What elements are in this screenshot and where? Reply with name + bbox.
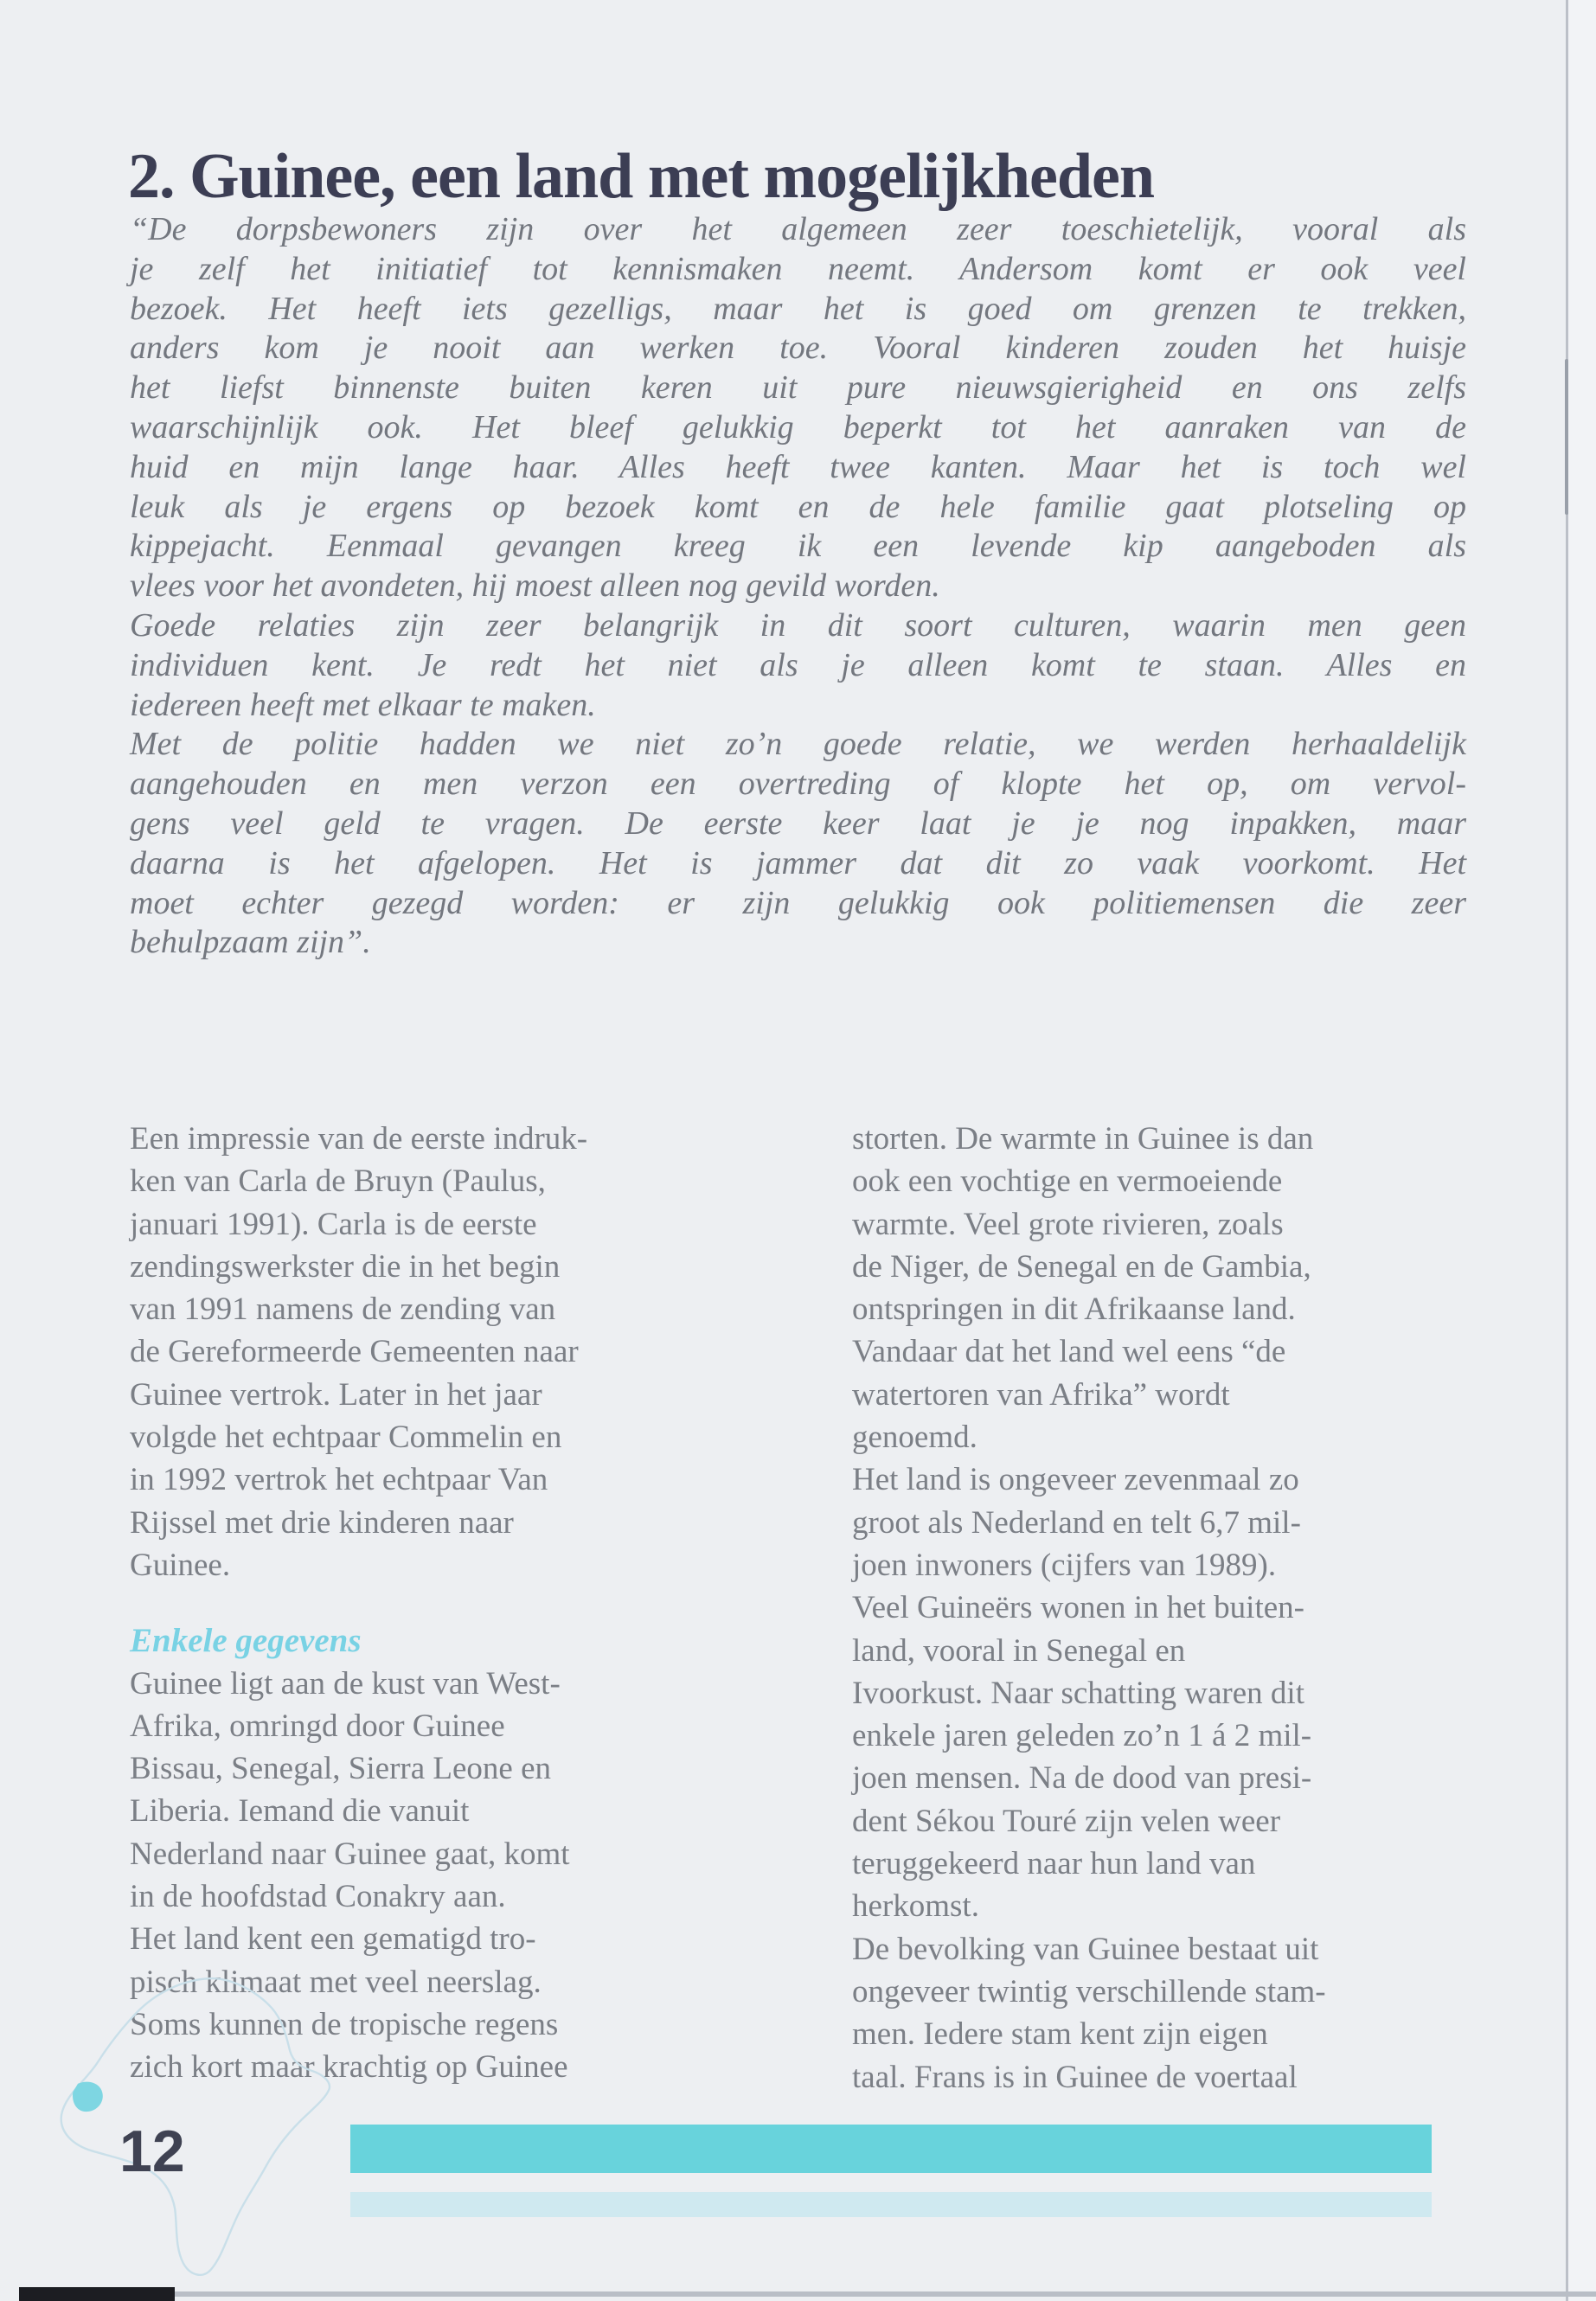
body-line: Het land is ongeveer zevenmaal zo [852,1462,1299,1498]
quote-line: iedereen heeft met elkaar te maken. [130,686,596,723]
body-line: Het land kent een gematigd tro- [130,1921,536,1958]
scan-artifact-bottom-line [173,2291,1596,2297]
quote-line: Goede relaties zijn zeer belangrijk in dit soort culturen, waarin men geen [130,606,1466,644]
body-line: groot als Nederland en telt 6,7 mil- [852,1504,1301,1541]
quote-line: het liefst binnenste buiten keren uit pure nieuwsgierigheid en ons zelfs [130,369,1466,407]
body-line: land, vooral in Senegal en [852,1632,1186,1669]
body-line: januari 1991). Carla is de eerste [130,1206,537,1242]
page-edge-line [1566,0,1568,2301]
body-line: pisch klimaat met veel neerslag. [130,1964,542,2000]
body-line: ken van Carla de Bruyn (Paulus, [130,1163,546,1200]
section-heading: Enkele gegevens [130,1622,362,1660]
body-line: Soms kunnen de tropische regens [130,2006,559,2042]
quote-line: waarschijnlijk ook. Het bleef gelukkig beperkt tot het aanraken van de [130,408,1466,445]
quote-line: individuen kent. Je redt het niet als je alleen komt te staan. Alles en [130,646,1466,683]
body-line: ook een vochtige en vermoeiende [852,1163,1283,1200]
quote-line: Met de politie hadden we niet zo’n goede relatie, we werden herhaaldelijk [130,726,1466,763]
body-line: Guinee vertrok. Later in het jaar [130,1376,542,1413]
quote-line: “De dorpsbewoners zijn over het algemeen zeer toeschietelijk, vooral als [130,211,1466,247]
left-column [130,1118,718,2089]
body-line: watertoren van Afrika” wordt [852,1376,1230,1413]
quote-line: kippejacht. Eenmaal gevangen kreeg ik een levende kip aangeboden als [130,528,1466,565]
page-number: 12 [119,2118,185,2184]
accent-bar-primary [350,2125,1432,2173]
quote-line: gens veel geld te vragen. De eerste keer laat je je nog inpakken, maar [130,804,1466,842]
body-line: Afrika, omringd door Guinee [130,1708,505,1744]
quote-line: aangehouden en men verzon een overtreding of klopte het op, om vervol- [130,766,1466,803]
quote-line: behulpzaam zijn”. [130,924,371,961]
body-line: in 1992 vertrok het echtpaar Van [130,1462,548,1498]
body-line: Veel Guineërs wonen in het buiten- [852,1590,1304,1626]
body-line: de Gereformeerde Gemeenten naar [130,1334,579,1370]
body-line: teruggekeerd naar hun land van [852,1846,1256,1882]
accent-bar-secondary [350,2192,1432,2217]
body-line: Vandaar dat het land wel eens “de [852,1334,1286,1370]
quote-line: moet echter gezegd worden: er zijn gelukkig ook politiemensen die zeer [130,884,1466,921]
quote-line: huid en mijn lange haar. Alles heeft twee kanten. Maar het is toch wel [130,448,1466,485]
body-line: herkomst. [852,1888,979,1925]
quote-line: je zelf het initiatief tot kennismaken neemt. Andersom komt er ook veel [130,250,1466,287]
body-line: Liberia. Iemand die vanuit [130,1793,470,1830]
page-edge-zone [1567,0,1596,2301]
body-line: dent Sékou Touré zijn velen weer [852,1803,1281,1839]
body-line: van 1991 namens de zending van [130,1292,556,1328]
quote-line: bezoek. Het heeft iets gezelligs, maar het is goed om grenzen te trekken, [130,290,1466,327]
quote-line: daarna is het afgelopen. Het is jammer dat dit zo vaak voorkomt. Het [130,844,1466,881]
africa-map-outline [43,1965,344,2294]
body-line: Rijssel met drie kinderen naar [130,1504,514,1541]
body-line: ongeveer twintig verschillende stam- [852,1973,1326,2009]
quote-line: anders kom je nooit aan werken toe. Vooral kinderen zouden het huisje [130,330,1466,367]
body-line: zich kort maar krachtig op Guinee [130,2049,568,2086]
body-line: Guinee. [130,1547,231,1583]
scan-artifact-bottom-black [19,2287,175,2301]
body-line: warmte. Veel grote rivieren, zoals [852,1206,1284,1242]
body-line: de Niger, de Senegal en de Gambia, [852,1248,1311,1285]
body-line: men. Iedere stam kent zijn eigen [852,2016,1268,2053]
body-line: Bissau, Senegal, Sierra Leone en [130,1751,552,1787]
body-line: Een impressie van de eerste indruk- [130,1121,588,1157]
body-line: genoemd. [852,1420,977,1456]
right-column [852,1118,1475,2099]
scan-artifact-edge-mark [1565,359,1568,515]
quote-paragraph [130,210,1466,963]
body-line: enkele jaren geleden zo’n 1 á 2 mil- [852,1718,1312,1754]
africa-outline-path [61,1978,330,2275]
body-line: joen inwoners (cijfers van 1989). [852,1547,1277,1583]
body-line: zendingswerkster die in het begin [130,1248,561,1285]
body-line: taal. Frans is in Guinee de voertaal [852,2059,1298,2095]
body-line: Ivoorkust. Naar schatting waren dit [852,1675,1304,1711]
quote-line: leuk als je ergens op bezoek komt en de hele familie gaat plotseling op [130,488,1466,525]
body-line: ontspringen in dit Afrikaanse land. [852,1292,1296,1328]
body-line: De bevolking van Guinee bestaat uit [852,1931,1319,1967]
body-line: Guinee ligt aan de kust van West- [130,1665,561,1702]
body-line: in de hoofdstad Conakry aan. [130,1879,506,1915]
body-line: volgde het echtpaar Commelin en [130,1420,562,1456]
quote-line: vlees voor het avondeten, hij moest alleen nog gevild worden. [130,567,940,605]
body-line: Nederland naar Guinee gaat, komt [130,1836,570,1872]
body-line: storten. De warmte in Guinee is dan [852,1121,1314,1157]
guinea-highlight [73,2082,103,2112]
body-line: joen mensen. Na de dood van presi- [852,1760,1312,1797]
page-title: 2. Guinee, een land met mogelijkheden [128,140,1155,212]
